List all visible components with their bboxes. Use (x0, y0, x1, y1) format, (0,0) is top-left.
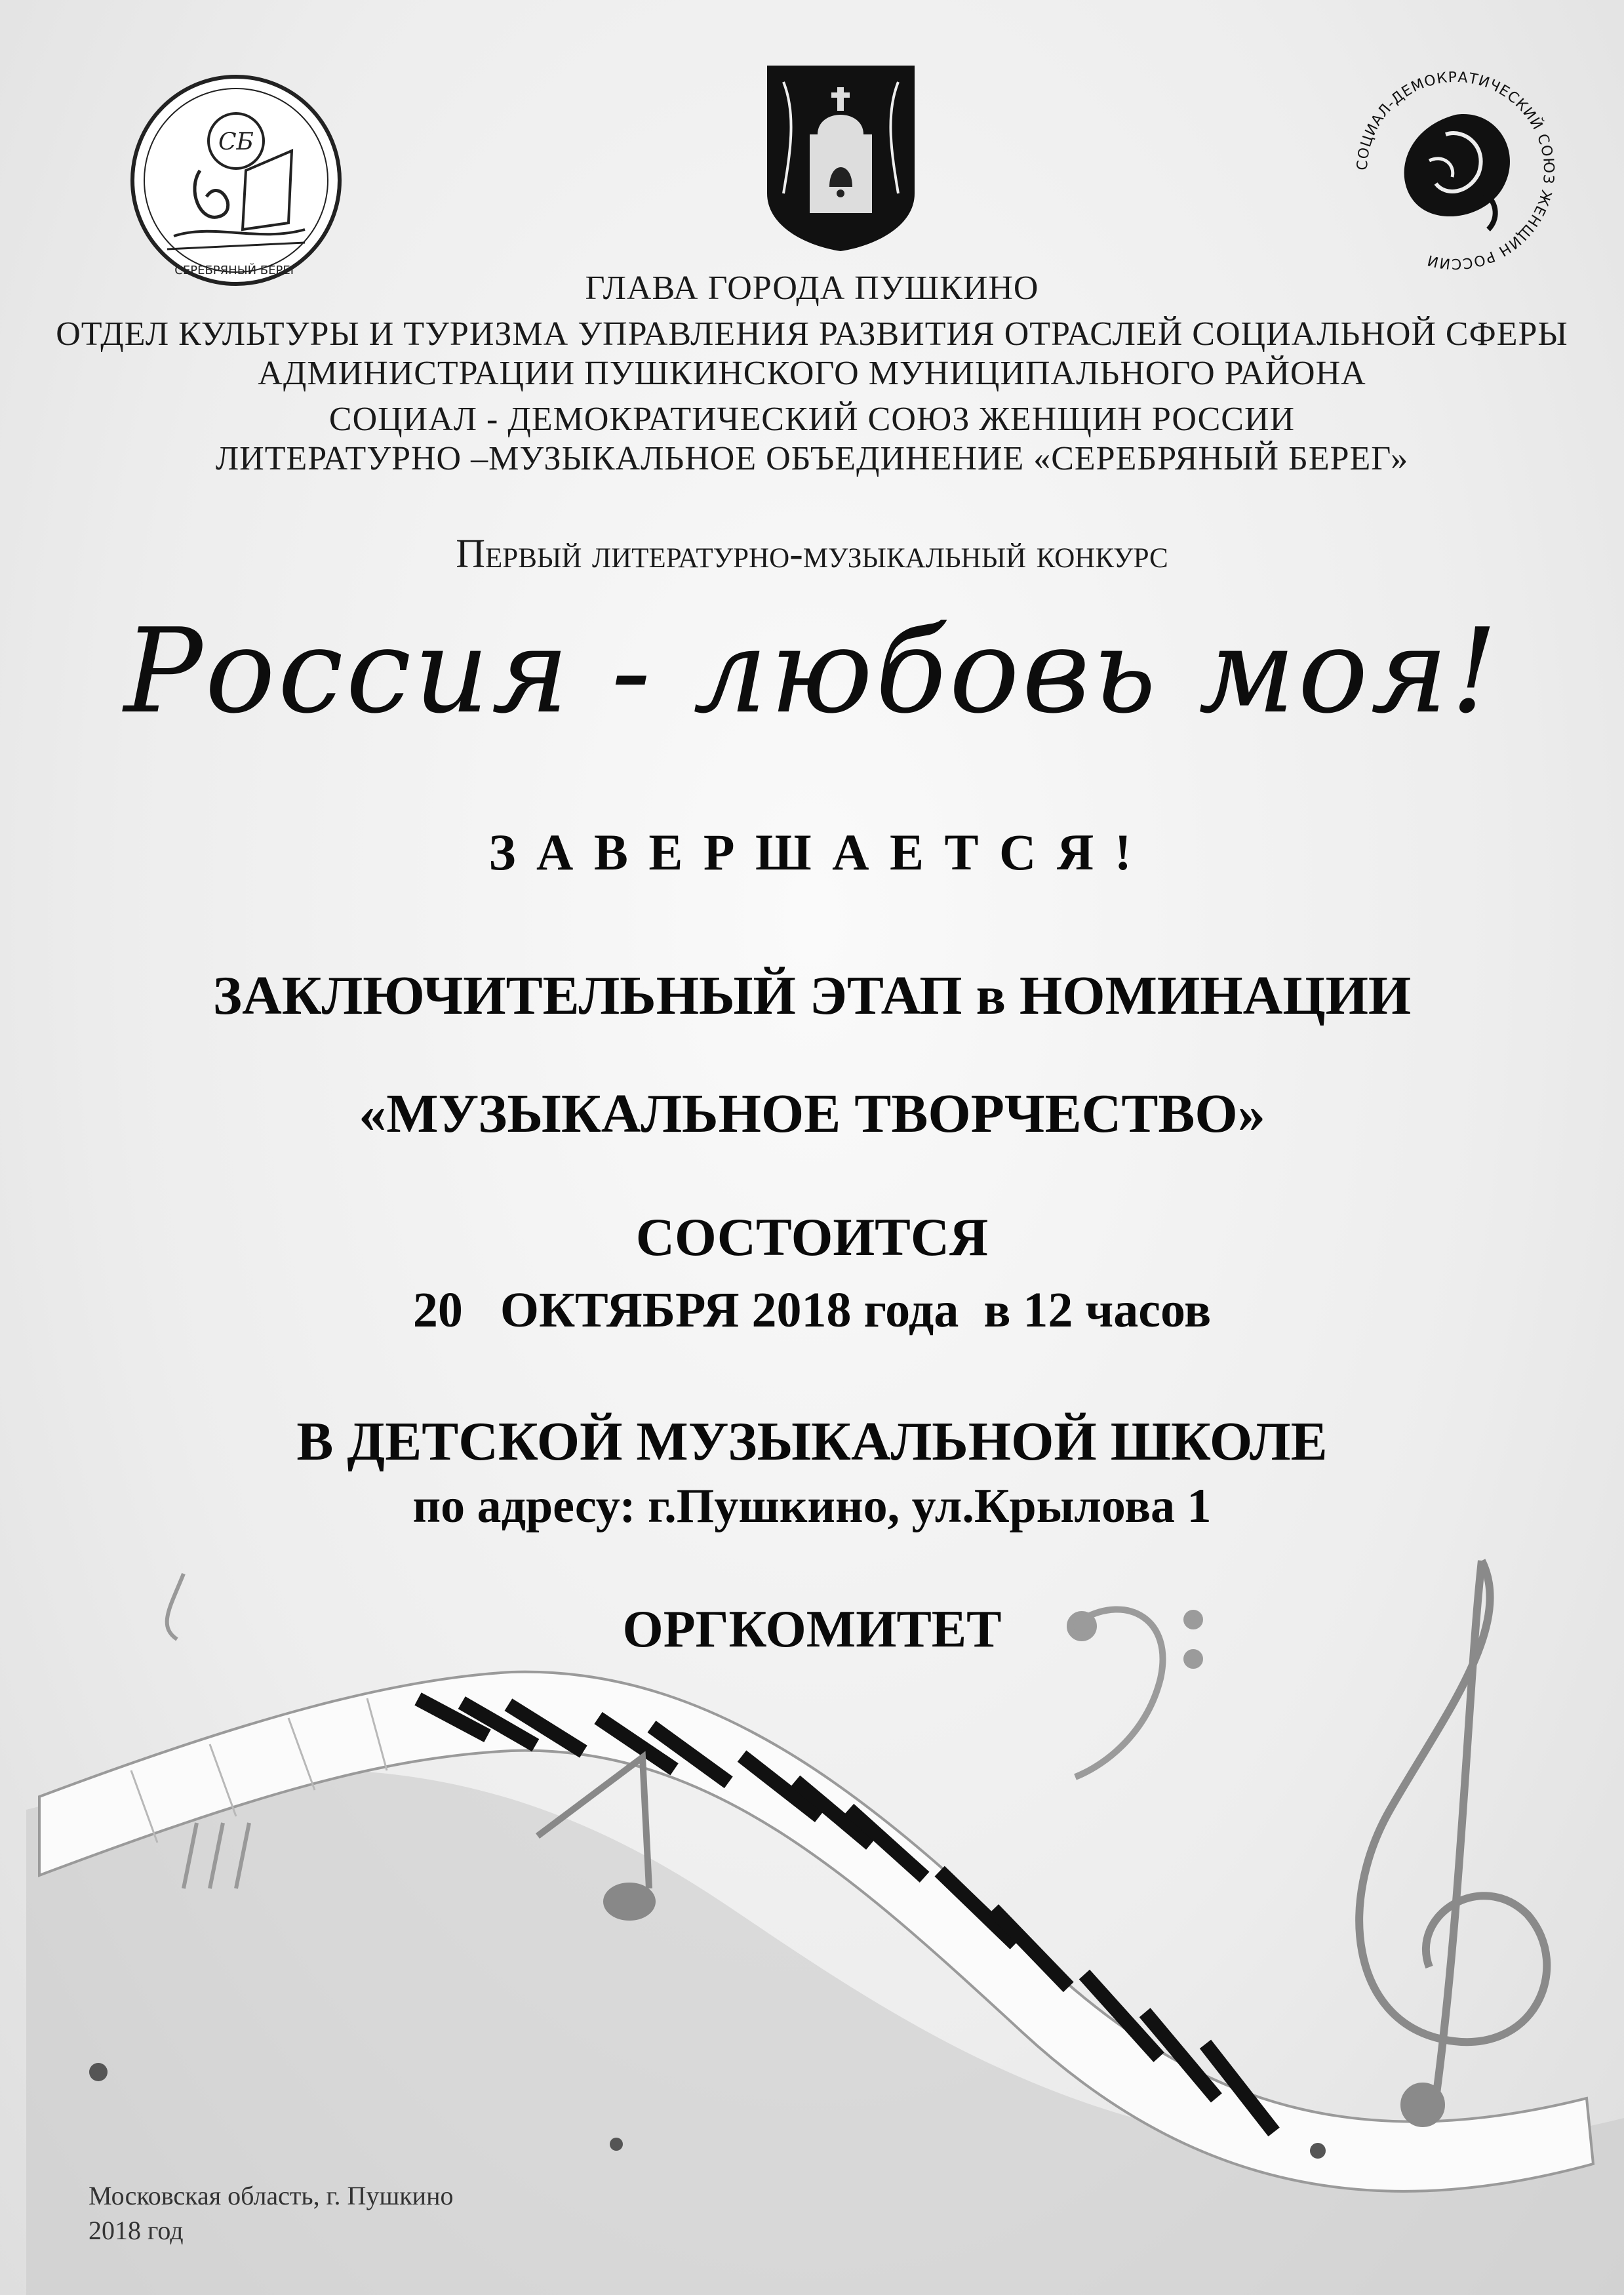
coat-of-arms-icon (764, 62, 918, 252)
nomination-line: «МУЗЫКАЛЬНОЕ ТВОРЧЕСТВО» (359, 1083, 1265, 1144)
footer-location: Московская область, г. Пушкино (89, 2181, 454, 2210)
organizer-line: ОРГКОМИТЕТ (622, 1601, 1002, 1658)
svg-text:СОЦИАЛ-ДЕМОКРАТИЧЕСКИЙ СОЮЗ ЖЕ: СОЦИАЛ-ДЕМОКРАТИЧЕСКИЙ СОЮЗ ЖЕНЩИН РОССИИ (1354, 69, 1557, 272)
address-line: по адресу: г.Пушкино, ул.Крылова 1 (412, 1479, 1212, 1533)
header-line-3: АДМИНИСТРАЦИИ ПУШКИНСКОГО МУНИЦИПАЛЬНОГО РАЙОНА (258, 355, 1366, 392)
will-take-place: СОСТОИТСЯ (635, 1207, 989, 1267)
header-line-4: СОЦИАЛ - ДЕМОКРАТИЧЕСКИЙ СОЮЗ ЖЕНЩИН РОССИИ (328, 401, 1296, 438)
event-date: 20 ОКТЯБРЯ 2018 года в 12 часов (412, 1283, 1212, 1338)
contest-title: Россия - любовь моя! (123, 603, 1501, 739)
stage-line: ЗАКЛЮЧИТЕЛЬНЫЙ ЭТАП в НОМИНАЦИИ (212, 965, 1412, 1026)
contest-subtitle: Первый литературно-музыкальный конкурс (456, 532, 1168, 576)
svg-text:СЕРЕБРЯНЫЙ БЕРЕГ: СЕРЕБРЯНЫЙ БЕРЕГ (174, 264, 298, 277)
header-line-5: ЛИТЕРАТУРНО –МУЗЫКАЛЬНОЕ ОБЪЕДИНЕНИЕ «СЕРЕБРЯНЫЙ БЕРЕГ» (215, 440, 1409, 477)
status-heading: З А В Е Р Ш А Е Т С Я ! (488, 824, 1136, 881)
header-line-2: ОТДЕЛ КУЛЬТУРЫ И ТУРИЗМА УПРАВЛЕНИЯ РАЗВИТИЯ ОТРАСЛЕЙ СОЦИАЛЬНОЙ СФЕРЫ (56, 315, 1568, 353)
header-line-1: ГЛАВА ГОРОДА ПУШКИНО (585, 269, 1039, 307)
venue-line: В ДЕТСКОЙ МУЗЫКАЛЬНОЙ ШКОЛЕ (296, 1411, 1328, 1472)
serebryany-bereg-logo (128, 72, 344, 289)
sdszhr-rose-logo (1347, 62, 1564, 279)
svg-text:СБ: СБ (218, 129, 254, 155)
footer-year: 2018 год (89, 2216, 184, 2245)
